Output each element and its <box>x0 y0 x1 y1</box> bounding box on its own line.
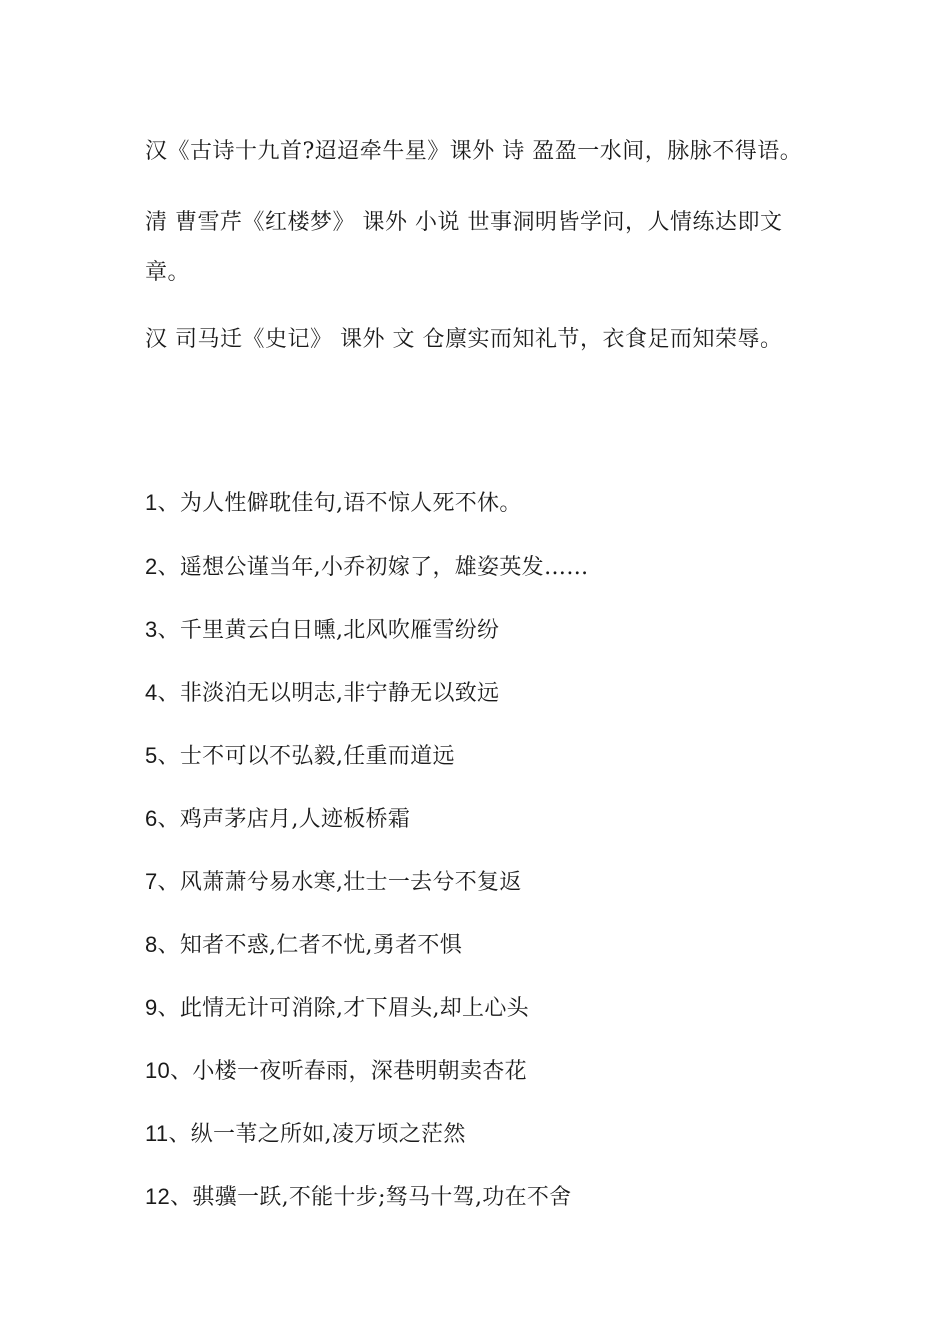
list-item-number: 1 <box>145 490 158 515</box>
list-item-text: 、为人性僻耽佳句,语不惊人死不休。 <box>157 491 522 516</box>
list-item <box>145 486 522 517</box>
quote-paragraph-1: 汉《古诗十九首?迢迢牵牛星》课外 诗 盈盈一水间，脉脉不得语。 <box>145 139 803 164</box>
list-item-number: 11 <box>145 1121 169 1146</box>
list-item <box>145 550 589 581</box>
list-item <box>145 613 499 644</box>
list-item-text: 、遥想公谨当年,小乔初嫁了，雄姿英发…… <box>157 555 589 580</box>
list-item <box>145 1054 527 1085</box>
quote-paragraph-3: 汉 司马迁《史记》 课外 文 仓廪实而知礼节，衣食足而知荣辱。 <box>145 327 783 352</box>
list-item-text: 、纵一苇之所如,凌万顷之茫然 <box>168 1122 466 1147</box>
list-item-number: 6 <box>145 806 158 831</box>
list-item-text: 、知者不惑,仁者不忧,勇者不惧 <box>157 933 463 958</box>
list-item-text: 、骐骥一跃,不能十步;驽马十驾,功在不舍 <box>170 1185 572 1210</box>
list-item-text: 、此情无计可消除,才下眉头,却上心头 <box>157 996 529 1021</box>
list-item-number: 12 <box>145 1184 171 1209</box>
list-item-number: 10 <box>145 1058 171 1083</box>
list-item-text: 、千里黄云白日曛,北风吹雁雪纷纷 <box>157 618 500 643</box>
list-item <box>145 991 529 1022</box>
list-item-number: 8 <box>145 932 158 957</box>
list-item-text: 、小楼一夜听春雨，深巷明朝卖杏花 <box>170 1059 527 1084</box>
list-item-number: 9 <box>145 995 158 1020</box>
list-item-number: 5 <box>145 743 158 768</box>
list-item-number: 7 <box>145 869 158 894</box>
list-item-number: 3 <box>145 617 158 642</box>
list-item-number: 4 <box>145 680 158 705</box>
list-item-text: 、士不可以不弘毅,任重而道远 <box>157 744 455 769</box>
list-item <box>145 1117 466 1148</box>
list-item-text: 、鸡声茅店月,人迹板桥霜 <box>157 807 411 832</box>
list-item <box>145 865 522 896</box>
list-item <box>145 802 410 833</box>
list-item <box>145 1180 571 1211</box>
quote-paragraph-2: 清 曹雪芹《红楼梦》 课外 小说 世事洞明皆学问，人情练达即文章。 <box>145 210 783 285</box>
list-item-number: 2 <box>145 554 158 579</box>
list-item-text: 、非淡泊无以明志,非宁静无以致远 <box>157 681 500 706</box>
list-item <box>145 739 455 770</box>
list-item <box>145 928 462 959</box>
list-item-text: 、风萧萧兮易水寒,壮士一去兮不复返 <box>157 870 522 895</box>
list-item <box>145 676 499 707</box>
